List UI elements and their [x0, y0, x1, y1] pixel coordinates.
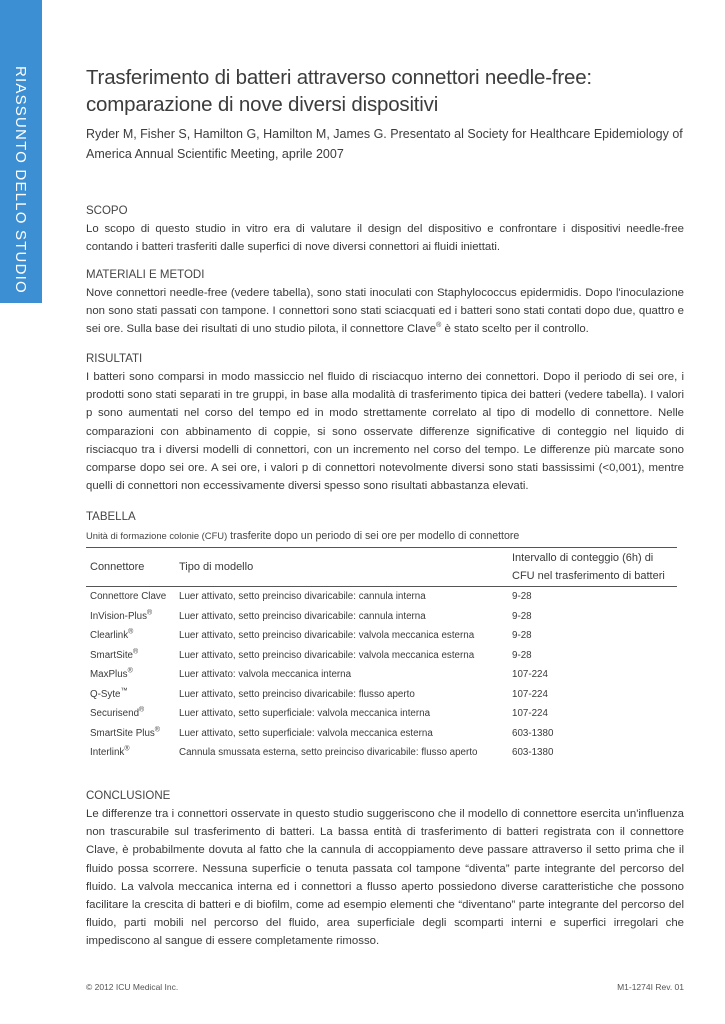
cell-tipo: Luer attivato, setto superficiale: valvola meccanica interna	[179, 708, 431, 720]
table-caption-rest: trasferite dopo un periodo di sei ore per modello di connettore	[227, 530, 520, 542]
section-metodi	[86, 266, 684, 339]
cell-connettore	[86, 626, 175, 646]
title-line-2: comparazione di nove diversi dispositivi	[86, 93, 439, 116]
table-row	[86, 646, 677, 666]
connector-name: MaxPlus	[90, 669, 128, 681]
metodi-text-before: Nove connettori needle-free (vedere tabella), sono stati inoculati con Staphylococcus epidermidis. Dopo l'inoculazione non sono stati passati con tampone. I connettori sono stati sciacquati ed i batteri sono stati contati dopo due, quattro e sei ore. Sulla base dei risultati di uno studio pilota, il connettore Clave	[86, 287, 684, 336]
section-conclusione	[86, 787, 684, 951]
cell-intervallo: 603-1380	[512, 747, 554, 759]
table-row	[86, 743, 677, 763]
trademark-mark: ®	[127, 667, 133, 675]
metodi-text-after: è stato scelto per il controllo.	[441, 323, 589, 336]
metodi-heading: MATERIALI E METODI	[86, 269, 205, 281]
connector-name: InVision-Plus	[90, 610, 147, 622]
risultati-text: I batteri sono comparsi in modo massiccio nel fluido di risciacquo interno dei connettori. Dopo il periodo di sei ore, i prodotti sono stati separati in tre gruppi, in base alla modalità di trasferimento tipica dei batteri (vedere tabella). I valori p sono aumentati nel corso del tempo ed in modo strettamente correlato al tipo di modello di connettore. Nelle comparazioni con abbinamento di coppie, si sono osservate differenze significative di conteggio nel liquido di risciacquo tra i diversi modelli di connettori, con un incremento nel corso del tempo. Le differenze più marcate sono comparse dopo sei ore. A sei ore, i valori p di connettori notevolmente diversi sono stati bassissimi (<0,001), mentre quelli di connettori non eccessivamente diversi spesso sono risultati abbastanza elevati.	[86, 371, 684, 493]
connector-name: Securisend	[90, 708, 140, 720]
table-caption-small: Unità di formazione colonie (CFU)	[86, 530, 228, 541]
table-header-row	[86, 548, 677, 587]
trademark-mark: ®	[124, 745, 130, 753]
section-risultati	[86, 350, 684, 495]
cell-connettore	[86, 704, 175, 724]
header-intervallo-line2: CFU nel trasferimento di batteri	[512, 570, 665, 582]
reg-mark: ®	[436, 322, 442, 330]
cell-connettore	[86, 665, 175, 685]
section-tabella	[86, 508, 684, 763]
cell-connettore	[86, 587, 175, 607]
cell-intervallo: 107-224	[512, 688, 548, 700]
scopo-text: Lo scopo di questo studio in vitro era di valutare il design del dispositivo e confrontare i dispositivi needle-free contando i batteri trasferiti dalle superfici di nove diversi connettori ai fluidi iniettati.	[86, 223, 684, 254]
table-row	[86, 587, 677, 607]
cell-intervallo: 9-28	[512, 649, 532, 661]
scopo-heading: SCOPO	[86, 205, 128, 217]
cell-intervallo: 107-224	[512, 708, 548, 720]
cell-tipo: Luer attivato, setto preinciso divaricabile: valvola meccanica esterna	[179, 630, 475, 642]
cell-connettore	[86, 646, 175, 666]
header-connettore: Connettore	[90, 561, 145, 573]
trademark-mark: ®	[139, 706, 145, 714]
table-body	[86, 587, 677, 763]
metodi-text	[86, 284, 684, 339]
footer-code: M1-1274I Rev. 01	[617, 982, 684, 992]
risultati-heading: RISULTATI	[86, 353, 143, 365]
trademark-mark: ®	[154, 726, 160, 734]
authors: Ryder M, Fisher S, Hamilton G, Hamilton M, James G. Presentato al Society for Healthcare Epidemiology of America Annual Scientific Meeting, aprile 2007	[86, 127, 683, 161]
cell-tipo: Cannula smussata esterna, setto preinciso divaricabile: flusso aperto	[179, 747, 478, 759]
title-line-1: Trasferimento di batteri attraverso connettori needle-free:	[86, 66, 592, 89]
table-caption	[86, 528, 684, 544]
sidebar-band	[0, 0, 42, 303]
connector-name: Clearlink	[90, 630, 129, 642]
cell-tipo: Luer attivato, setto preinciso divaricabile: flusso aperto	[179, 688, 415, 700]
tabella-heading: TABELLA	[86, 511, 136, 523]
table-row	[86, 626, 677, 646]
table-row	[86, 724, 677, 744]
trademark-mark: ®	[133, 648, 139, 656]
cell-intervallo: 107-224	[512, 669, 548, 681]
cell-intervallo: 9-28	[512, 610, 532, 622]
table-row	[86, 607, 677, 627]
header-intervallo-line1: Intervallo di conteggio (6h) di	[512, 552, 654, 564]
connector-name: SmartSite	[90, 649, 134, 661]
cell-connettore	[86, 743, 175, 763]
cell-tipo: Luer attivato, setto preinciso divaricabile: valvola meccanica esterna	[179, 649, 475, 661]
table-row	[86, 665, 677, 685]
cell-tipo: Luer attivato: valvola meccanica interna	[179, 669, 352, 681]
cell-tipo: Luer attivato, setto superficiale: valvola meccanica esterna	[179, 727, 433, 739]
cell-intervallo: 9-28	[512, 630, 532, 642]
page-title	[86, 64, 684, 118]
section-scopo	[86, 202, 684, 256]
connector-name: Connettore Clave	[90, 591, 167, 603]
cell-intervallo: 603-1380	[512, 727, 554, 739]
trademark-mark: ®	[128, 628, 134, 636]
footer-copyright: © 2012 ICU Medical Inc.	[86, 982, 179, 992]
cell-tipo: Luer attivato, setto preinciso divaricabile: cannula interna	[179, 610, 426, 622]
connector-name: Q-Syte	[90, 688, 121, 700]
trademark-mark: ®	[147, 609, 153, 617]
header-intervallo	[508, 548, 677, 587]
cell-connettore	[86, 607, 175, 627]
cell-connettore	[86, 724, 175, 744]
connector-table	[86, 547, 677, 763]
header-tipo: Tipo di modello	[179, 561, 254, 573]
conclusione-text: Le differenze tra i connettori osservate in questo studio suggeriscono che il modello di connettore esercita un'influenza non trascurabile sul trasferimento di batteri. La bassa entità di trasferimento di batteri registrata con il connettore Clave, è probabilmente dovuta al fatto che la cannula di accoppiamento deve passare attraverso il setto prima che il fluido possa scorrere. Nessuna superficie o tenuta passata col tampone “diventa” parte integrante del percorso del fluido. La valvola meccanica interna ed i connettori a flusso aperto possiedono diverse caratteristiche che possono facilitare la crescita di batteri e di biofilm, come ad esempio elementi che “diventano” parte integrante del percorso del fluido, parti mobili nel percorso del fluido, area superficiale degli scomparti interni e superfici irregolari che impediscono al sangue di essere completamente rimosso.	[86, 808, 684, 948]
cell-tipo: Luer attivato, setto preinciso divaricabile: cannula interna	[179, 591, 426, 603]
cell-intervallo: 9-28	[512, 591, 532, 603]
sidebar-label: RIASSUNTO DELLO STUDIO	[12, 66, 29, 294]
connector-name: SmartSite Plus	[90, 727, 155, 739]
conclusione-heading: CONCLUSIONE	[86, 790, 171, 802]
connector-name: Interlink	[90, 747, 125, 759]
table-row	[86, 704, 677, 724]
cell-connettore	[86, 685, 175, 705]
table-row	[86, 685, 677, 705]
trademark-mark: ™	[120, 687, 128, 695]
